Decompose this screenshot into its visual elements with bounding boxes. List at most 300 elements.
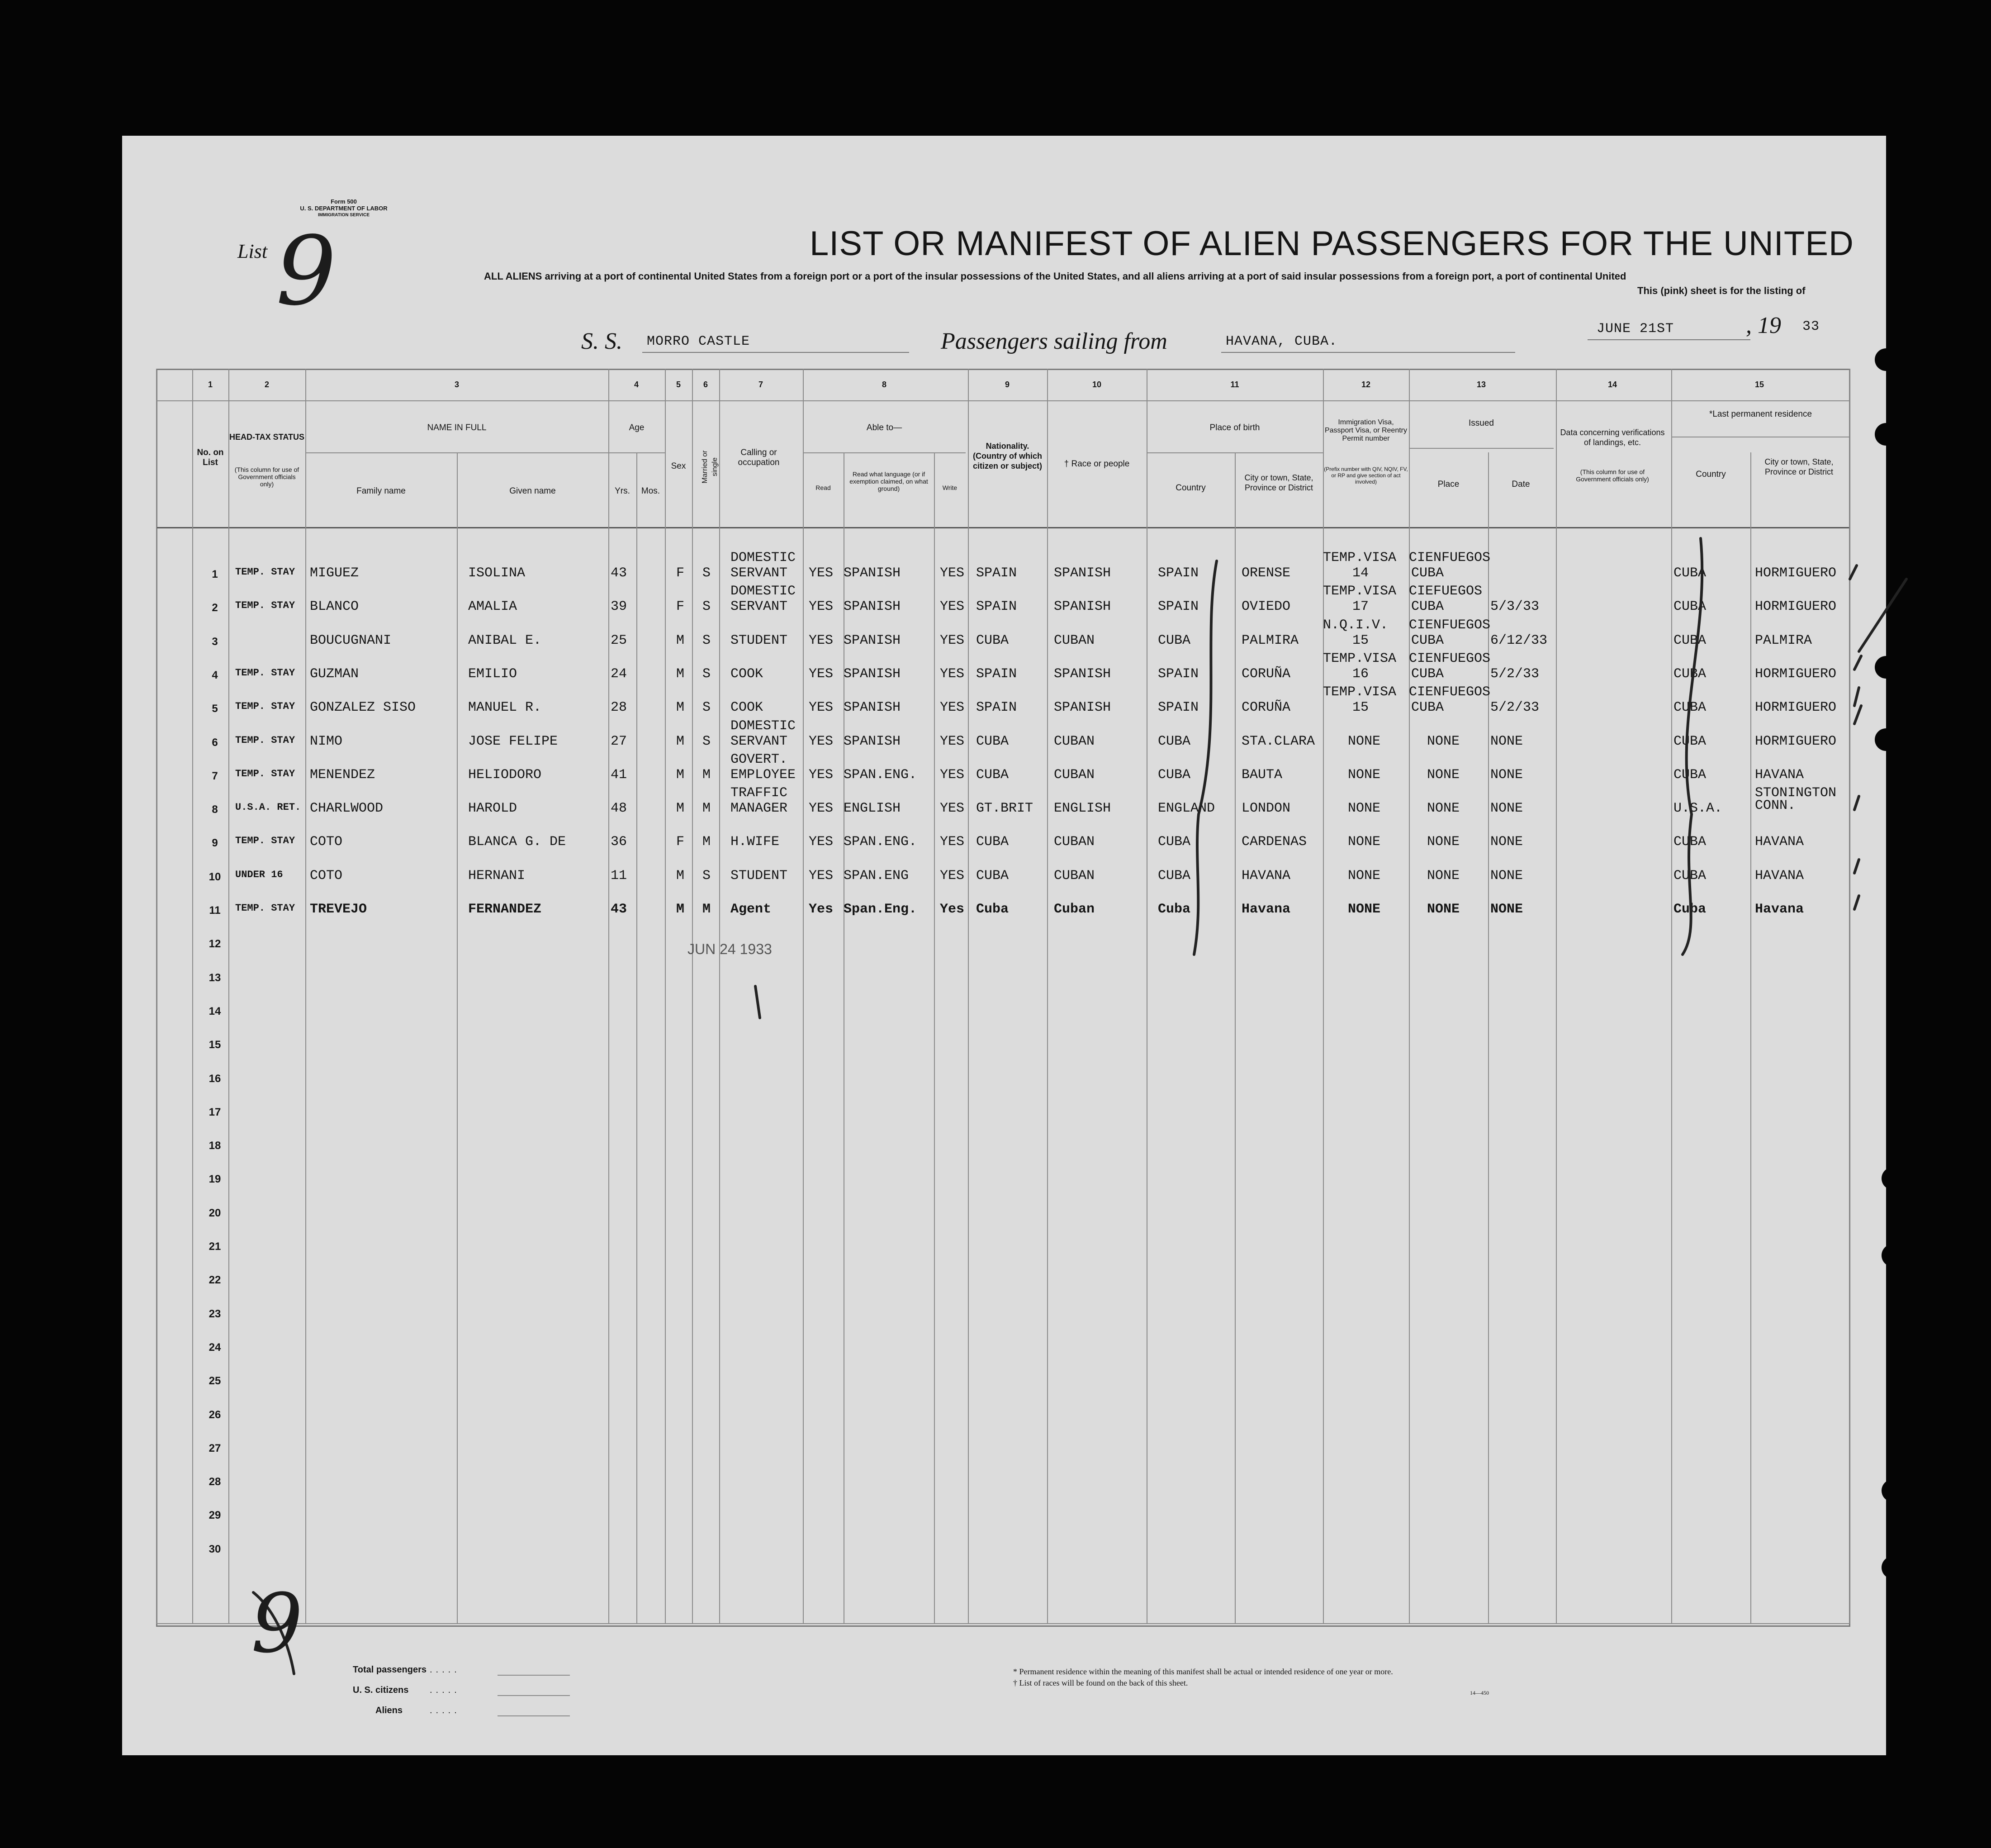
row-number: 2 bbox=[212, 602, 218, 614]
row-number: 12 bbox=[209, 938, 221, 950]
nationality: Cuba bbox=[976, 902, 1009, 917]
form-number: Form 500 bbox=[331, 198, 357, 205]
sex: M bbox=[676, 801, 685, 817]
issued-place: NONE bbox=[1427, 834, 1460, 850]
issued-place-line-1: CIENFUEGOS bbox=[1409, 651, 1491, 666]
service-name: IMMIGRATION SERVICE bbox=[318, 213, 370, 218]
occupation-line-1: TRAFFIC bbox=[730, 785, 788, 801]
age-years: 25 bbox=[611, 632, 627, 648]
residence-city: HAVANA bbox=[1755, 767, 1804, 783]
issued-date: 6/12/33 bbox=[1490, 632, 1548, 648]
sex: M bbox=[676, 868, 685, 884]
row-number: 30 bbox=[209, 1543, 221, 1555]
row-number: 7 bbox=[212, 770, 218, 782]
birth-city: STA.CLARA bbox=[1242, 733, 1315, 749]
issued-date: NONE bbox=[1490, 733, 1523, 749]
family-name: BLANCO bbox=[310, 599, 359, 615]
residence-city: HORMIGUERO bbox=[1755, 733, 1837, 749]
nationality: CUBA bbox=[976, 733, 1009, 749]
issued-place: CUBA bbox=[1411, 632, 1444, 648]
sex: M bbox=[676, 767, 685, 783]
occupation: STUDENT bbox=[730, 632, 788, 648]
marital-status: M bbox=[702, 834, 711, 850]
can-read: Yes bbox=[809, 902, 834, 917]
occupation: H.WIFE bbox=[730, 834, 780, 850]
marital-status: S bbox=[702, 632, 711, 648]
row-number: 4 bbox=[212, 669, 218, 681]
residence-country: CUBA bbox=[1673, 632, 1707, 648]
visa-number: 15 bbox=[1352, 700, 1369, 716]
age-years: 48 bbox=[611, 801, 627, 817]
visa-number: NONE bbox=[1348, 801, 1381, 817]
occupation: STUDENT bbox=[730, 868, 788, 884]
row-number: 23 bbox=[209, 1307, 221, 1320]
occupation: COOK bbox=[730, 700, 763, 716]
can-write: YES bbox=[940, 565, 965, 581]
header-family-name: Family name bbox=[356, 486, 406, 496]
column-number: 15 bbox=[1754, 380, 1764, 389]
header-birth-city: City or town, State, Province or District bbox=[1244, 473, 1313, 492]
can-write: YES bbox=[940, 801, 965, 817]
column-number: 6 bbox=[703, 380, 708, 389]
issued-place: NONE bbox=[1427, 767, 1460, 783]
column-number: 13 bbox=[1476, 380, 1486, 389]
read-language: SPAN.ENG bbox=[844, 868, 909, 884]
sex: F bbox=[676, 834, 685, 850]
given-name: AMALIA bbox=[468, 599, 517, 615]
nationality: SPAIN bbox=[976, 565, 1017, 581]
nationality: GT.BRIT bbox=[976, 801, 1033, 817]
can-read: YES bbox=[809, 733, 834, 749]
family-name: TREVEJO bbox=[310, 902, 367, 917]
column-number: 9 bbox=[1005, 380, 1010, 389]
row-number: 26 bbox=[209, 1408, 221, 1421]
residence-city: CONN. bbox=[1755, 798, 1796, 814]
issued-place: CUBA bbox=[1411, 599, 1444, 615]
visa-number: 17 bbox=[1352, 599, 1369, 615]
header-age: Age bbox=[629, 423, 645, 432]
marital-status: S bbox=[702, 733, 711, 749]
marital-status: S bbox=[702, 700, 711, 716]
marital-status: S bbox=[702, 599, 711, 615]
issued-date: 5/3/33 bbox=[1490, 599, 1540, 615]
race: CUBAN bbox=[1054, 868, 1095, 884]
header-visa-note: (Prefix number with QIV, NQIV, FV, or RP and give section of act involved) bbox=[1324, 466, 1408, 485]
list-label: List bbox=[237, 240, 268, 262]
nationality: CUBA bbox=[976, 767, 1009, 783]
age-years: 39 bbox=[611, 599, 627, 615]
occupation-line-1: DOMESTIC bbox=[730, 718, 796, 734]
sex: M bbox=[676, 700, 685, 716]
age-years: 28 bbox=[611, 700, 627, 716]
residence-country: CUBA bbox=[1673, 599, 1707, 615]
can-write: YES bbox=[940, 733, 965, 749]
family-name: GUZMAN bbox=[310, 666, 359, 682]
head-tax-stamp: TEMP. STAY bbox=[235, 734, 295, 746]
row-number: 22 bbox=[209, 1274, 221, 1287]
row-number: 10 bbox=[209, 870, 221, 883]
residence-city-line-1: STONINGTON bbox=[1755, 785, 1837, 801]
residence-city: HAVANA bbox=[1755, 868, 1804, 884]
can-write: YES bbox=[940, 666, 965, 682]
header-age-mos: Mos. bbox=[641, 486, 660, 496]
residence-country: CUBA bbox=[1673, 767, 1707, 783]
can-read: YES bbox=[809, 700, 834, 716]
header-res-country: Country bbox=[1696, 470, 1726, 479]
head-tax-stamp: TEMP. STAY bbox=[235, 701, 295, 713]
issued-date: NONE bbox=[1490, 834, 1523, 850]
header-sex: Sex bbox=[671, 461, 686, 471]
given-name: HAROLD bbox=[468, 801, 517, 817]
birth-country: Cuba bbox=[1158, 902, 1191, 917]
issued-date: NONE bbox=[1490, 767, 1523, 783]
residence-city: HORMIGUERO bbox=[1755, 700, 1837, 716]
issued-place-line-1: CIENFUEGOS bbox=[1409, 684, 1491, 700]
column-number: 11 bbox=[1230, 380, 1239, 389]
sex: M bbox=[676, 632, 685, 648]
residence-country: CUBA bbox=[1673, 565, 1707, 581]
occupation: EMPLOYEE bbox=[730, 767, 796, 783]
row-number: 6 bbox=[212, 736, 218, 749]
year-suffix: 33 bbox=[1802, 319, 1820, 334]
sex: M bbox=[676, 666, 685, 682]
family-name: MIGUEZ bbox=[310, 565, 359, 581]
nationality: CUBA bbox=[976, 632, 1009, 648]
footnote-permanent-residence: * Permanent residence within the meaning of this manifest shall be actual or intended residence of one year or more. bbox=[1013, 1667, 1393, 1676]
head-tax-stamp: TEMP. STAY bbox=[235, 903, 295, 914]
read-language: SPANISH bbox=[844, 632, 901, 648]
row-number: 18 bbox=[209, 1140, 221, 1152]
can-read: YES bbox=[809, 632, 834, 648]
header-calling: Calling or occupation bbox=[738, 448, 780, 467]
nationality: CUBA bbox=[976, 834, 1009, 850]
header-issued-place: Place bbox=[1437, 480, 1460, 489]
visa-number: NONE bbox=[1348, 767, 1381, 783]
read-language: SPAN.ENG. bbox=[844, 834, 917, 850]
birth-city: Havana bbox=[1242, 902, 1291, 917]
column-number: 4 bbox=[634, 380, 639, 389]
visa-number: NONE bbox=[1348, 834, 1381, 850]
issued-place-line-1: CIEFUEGOS bbox=[1409, 584, 1483, 599]
header-race: † Race or people bbox=[1064, 459, 1130, 469]
residence-country: Cuba bbox=[1673, 902, 1707, 917]
nationality: CUBA bbox=[976, 868, 1009, 884]
family-name: BOUCUGNANI bbox=[310, 632, 392, 648]
birth-country: SPAIN bbox=[1158, 700, 1199, 716]
column-number: 12 bbox=[1361, 380, 1371, 389]
given-name: EMILIO bbox=[468, 666, 517, 682]
given-name: ISOLINA bbox=[468, 565, 526, 581]
age-years: 11 bbox=[611, 868, 627, 884]
issued-place: CUBA bbox=[1411, 700, 1444, 716]
list-number: 9 bbox=[276, 216, 337, 327]
page-title: LIST OR MANIFEST OF ALIEN PASSENGERS FOR THE UNITED bbox=[810, 224, 1854, 263]
row-number: 20 bbox=[209, 1207, 221, 1219]
issued-place: NONE bbox=[1427, 868, 1460, 884]
column-number: 5 bbox=[676, 380, 681, 389]
margin-mark: 9 bbox=[251, 1577, 303, 1671]
row-number: 29 bbox=[209, 1509, 221, 1522]
age-years: 27 bbox=[611, 733, 627, 749]
header-married-single: Married or single bbox=[701, 450, 719, 484]
occupation-line-1: DOMESTIC bbox=[730, 550, 796, 565]
issued-place: NONE bbox=[1427, 902, 1460, 917]
birth-city: ORENSE bbox=[1242, 565, 1291, 581]
race: CUBAN bbox=[1054, 767, 1095, 783]
residence-city: HORMIGUERO bbox=[1755, 565, 1837, 581]
race: SPANISH bbox=[1054, 599, 1111, 615]
sex: F bbox=[676, 599, 685, 615]
birth-city: LONDON bbox=[1242, 801, 1291, 817]
ship-prefix: S. S. bbox=[581, 328, 622, 354]
can-write: YES bbox=[940, 767, 965, 783]
visa-number: 15 bbox=[1352, 632, 1369, 648]
occupation-line-1: GOVERT. bbox=[730, 751, 788, 767]
row-number: 5 bbox=[212, 703, 218, 715]
birth-city: BAUTA bbox=[1242, 767, 1283, 783]
header-no-on-list: No. on List bbox=[197, 448, 224, 467]
header-read: Read bbox=[815, 484, 831, 491]
residence-country: CUBA bbox=[1673, 868, 1707, 884]
can-write: YES bbox=[940, 868, 965, 884]
sailing-label: Passengers sailing from bbox=[941, 328, 1167, 354]
visa-line-1: TEMP.VISA bbox=[1323, 651, 1397, 666]
column-number: 10 bbox=[1092, 380, 1102, 389]
row-number: 28 bbox=[209, 1476, 221, 1488]
row-number: 13 bbox=[209, 971, 221, 984]
birth-city: CORUÑA bbox=[1242, 700, 1291, 716]
occupation: COOK bbox=[730, 666, 763, 682]
ship-name: MORRO CASTLE bbox=[647, 334, 750, 349]
row-number: 3 bbox=[212, 635, 218, 648]
read-language: SPANISH bbox=[844, 666, 901, 682]
can-read: YES bbox=[809, 868, 834, 884]
nationality: SPAIN bbox=[976, 666, 1017, 682]
visa-number: 16 bbox=[1352, 666, 1369, 682]
birth-country: CUBA bbox=[1158, 767, 1191, 783]
residence-city: Havana bbox=[1755, 902, 1804, 917]
birth-city: CARDENAS bbox=[1242, 834, 1307, 850]
birth-country: SPAIN bbox=[1158, 599, 1199, 615]
row-number: 17 bbox=[209, 1106, 221, 1118]
issued-place: CUBA bbox=[1411, 666, 1444, 682]
row-number: 1 bbox=[212, 568, 218, 580]
visa-line-1: N.Q.I.V. bbox=[1323, 617, 1389, 633]
birth-city: OVIEDO bbox=[1242, 599, 1291, 615]
birth-city: CORUÑA bbox=[1242, 666, 1291, 682]
visa-number: 14 bbox=[1352, 565, 1369, 581]
family-name: COTO bbox=[310, 868, 343, 884]
residence-city: HORMIGUERO bbox=[1755, 599, 1837, 615]
given-name: HERNANI bbox=[468, 868, 526, 884]
family-name: COTO bbox=[310, 834, 343, 850]
sex: F bbox=[676, 565, 685, 581]
column-number: 8 bbox=[882, 380, 886, 389]
occupation: MANAGER bbox=[730, 801, 788, 817]
birth-country: CUBA bbox=[1158, 834, 1191, 850]
row-number: 15 bbox=[209, 1039, 221, 1051]
marital-status: M bbox=[702, 767, 711, 783]
visa-line-1: TEMP.VISA bbox=[1323, 584, 1397, 599]
row-number: 11 bbox=[209, 904, 221, 917]
issued-place-line-1: CIENFUEGOS bbox=[1409, 550, 1491, 565]
occupation: Agent bbox=[730, 902, 772, 917]
nationality: SPAIN bbox=[976, 599, 1017, 615]
footnote-races: † List of races will be found on the back of this sheet. bbox=[1013, 1678, 1188, 1687]
given-name: HELIODORO bbox=[468, 767, 542, 783]
issued-place: NONE bbox=[1427, 733, 1460, 749]
visa-line-1: TEMP.VISA bbox=[1323, 684, 1397, 700]
row-number: 14 bbox=[209, 1005, 221, 1017]
read-language: Span.Eng. bbox=[844, 902, 917, 917]
column-number: 2 bbox=[264, 380, 269, 389]
can-write: YES bbox=[940, 632, 965, 648]
issued-date: 5/2/33 bbox=[1490, 700, 1540, 716]
header-given-name: Given name bbox=[509, 486, 556, 496]
can-read: YES bbox=[809, 565, 834, 581]
age-years: 43 bbox=[611, 902, 627, 917]
read-language: SPANISH bbox=[844, 565, 901, 581]
given-name: MANUEL R. bbox=[468, 700, 542, 716]
subtitle-line-1: ALL ALIENS arriving at a port of continental United States from a foreign port or a port of the insular possessions of the United States, and all aliens arriving at a port of said insular possessions from a foreign port, a port of continental United bbox=[484, 271, 1626, 282]
visa-number: NONE bbox=[1348, 733, 1381, 749]
issued-date: 5/2/33 bbox=[1490, 666, 1540, 682]
header-head-tax-note: (This column for use of Government officials only) bbox=[234, 466, 299, 488]
family-name: GONZALEZ SISO bbox=[310, 700, 416, 716]
can-read: YES bbox=[809, 767, 834, 783]
family-name: CHARLWOOD bbox=[310, 801, 384, 817]
given-name: BLANCA G. DE bbox=[468, 834, 566, 850]
header-issued-date: Date bbox=[1512, 480, 1530, 489]
row-number: 21 bbox=[209, 1240, 221, 1253]
occupation: SERVANT bbox=[730, 565, 788, 581]
footer-totals: Total passengers ..... U. S. citizens ..... Aliens ..... bbox=[353, 1665, 427, 1726]
race: CUBAN bbox=[1054, 632, 1095, 648]
visa-number: NONE bbox=[1348, 902, 1381, 917]
issued-date: NONE bbox=[1490, 801, 1523, 817]
read-language: ENGLISH bbox=[844, 801, 901, 817]
race: SPANISH bbox=[1054, 700, 1111, 716]
nationality: SPAIN bbox=[976, 700, 1017, 716]
sailing-date: JUNE 21ST bbox=[1597, 321, 1674, 337]
sex: M bbox=[676, 733, 685, 749]
row-number: 19 bbox=[209, 1173, 221, 1186]
residence-city: HAVANA bbox=[1755, 834, 1804, 850]
race: SPANISH bbox=[1054, 565, 1111, 581]
read-language: SPANISH bbox=[844, 599, 901, 615]
family-name: NIMO bbox=[310, 733, 343, 749]
birth-country: CUBA bbox=[1158, 868, 1191, 884]
given-name: FERNANDEZ bbox=[468, 902, 542, 917]
race: Cuban bbox=[1054, 902, 1095, 917]
header-age-yrs: Yrs. bbox=[615, 486, 630, 496]
header-read-language: Read what language (or if exemption claimed, on what ground) bbox=[849, 470, 928, 492]
age-years: 43 bbox=[611, 565, 627, 581]
row-number: 16 bbox=[209, 1072, 221, 1085]
header-name-in-full: NAME IN FULL bbox=[427, 423, 487, 432]
race: SPANISH bbox=[1054, 666, 1111, 682]
total-passengers-label: Total passengers bbox=[353, 1665, 427, 1675]
birth-country: SPAIN bbox=[1158, 666, 1199, 682]
residence-country: CUBA bbox=[1673, 834, 1707, 850]
birth-country: SPAIN bbox=[1158, 565, 1199, 581]
marital-status: M bbox=[702, 902, 711, 917]
marital-status: S bbox=[702, 666, 711, 682]
race: ENGLISH bbox=[1054, 801, 1111, 817]
row-number: 25 bbox=[209, 1375, 221, 1387]
header-head-tax: HEAD-TAX STATUS bbox=[229, 432, 304, 442]
row-number: 27 bbox=[209, 1442, 221, 1454]
occupation: SERVANT bbox=[730, 599, 788, 615]
read-language: SPANISH bbox=[844, 733, 901, 749]
birth-city: PALMIRA bbox=[1242, 632, 1299, 648]
marital-status: S bbox=[702, 565, 711, 581]
subtitle-line-2: This (pink) sheet is for the listing of bbox=[1637, 285, 1806, 296]
head-tax-stamp: TEMP. STAY bbox=[235, 835, 295, 847]
age-years: 24 bbox=[611, 666, 627, 682]
header-landings-note: (This column for use of Government officials only) bbox=[1576, 468, 1649, 483]
birth-city: HAVANA bbox=[1242, 868, 1291, 884]
row-number: 24 bbox=[209, 1341, 221, 1354]
residence-city: PALMIRA bbox=[1755, 632, 1812, 648]
header-issued: Issued bbox=[1469, 418, 1494, 428]
birth-country: CUBA bbox=[1158, 733, 1191, 749]
header-last-residence: *Last permanent residence bbox=[1709, 409, 1812, 419]
head-tax-stamp: TEMP. STAY bbox=[235, 667, 295, 679]
sailing-from: HAVANA, CUBA. bbox=[1226, 334, 1338, 349]
aliens-label: Aliens bbox=[375, 1705, 403, 1715]
can-read: YES bbox=[809, 801, 834, 817]
department-name: U. S. DEPARTMENT OF LABOR bbox=[300, 205, 388, 212]
date-stamp: JUN 24 1933 bbox=[687, 941, 772, 957]
visa-line-1: TEMP.VISA bbox=[1323, 550, 1397, 565]
header-nationality: Nationality. (Country of which citizen or subject) bbox=[972, 442, 1043, 470]
head-tax-stamp: U.S.A. RET. bbox=[235, 802, 301, 813]
birth-country: ENGLAND bbox=[1158, 801, 1215, 817]
head-tax-stamp: UNDER 16 bbox=[235, 869, 283, 880]
read-language: SPANISH bbox=[844, 700, 901, 716]
can-write: YES bbox=[940, 599, 965, 615]
column-number: 3 bbox=[454, 380, 459, 389]
issued-place: CUBA bbox=[1411, 565, 1444, 581]
marital-status: M bbox=[702, 801, 711, 817]
sex: M bbox=[676, 902, 685, 917]
can-write: YES bbox=[940, 700, 965, 716]
header-write: Write bbox=[942, 484, 958, 491]
occupation: SERVANT bbox=[730, 733, 788, 749]
row-number: 9 bbox=[212, 837, 218, 850]
head-tax-stamp: TEMP. STAY bbox=[235, 768, 295, 779]
given-name: ANIBAL E. bbox=[468, 632, 542, 648]
issued-place-line-1: CIENFUEGOS bbox=[1409, 617, 1491, 633]
can-write: YES bbox=[940, 834, 965, 850]
header-landings: Data concerning verifications of landings, etc. bbox=[1560, 428, 1665, 447]
year-prefix: , 19 bbox=[1746, 313, 1781, 338]
birth-country: CUBA bbox=[1158, 632, 1191, 648]
issued-date: NONE bbox=[1490, 868, 1523, 884]
given-name: JOSE FELIPE bbox=[468, 733, 558, 749]
marital-status: S bbox=[702, 868, 711, 884]
header-place-of-birth: Place of birth bbox=[1209, 423, 1260, 432]
occupation-line-1: DOMESTIC bbox=[730, 584, 796, 599]
column-number: 7 bbox=[758, 380, 763, 389]
can-read: YES bbox=[809, 599, 834, 615]
residence-country: CUBA bbox=[1673, 733, 1707, 749]
visa-number: NONE bbox=[1348, 868, 1381, 884]
us-citizens-label: U. S. citizens bbox=[353, 1685, 409, 1695]
age-years: 36 bbox=[611, 834, 627, 850]
head-tax-stamp: TEMP. STAY bbox=[235, 600, 295, 612]
